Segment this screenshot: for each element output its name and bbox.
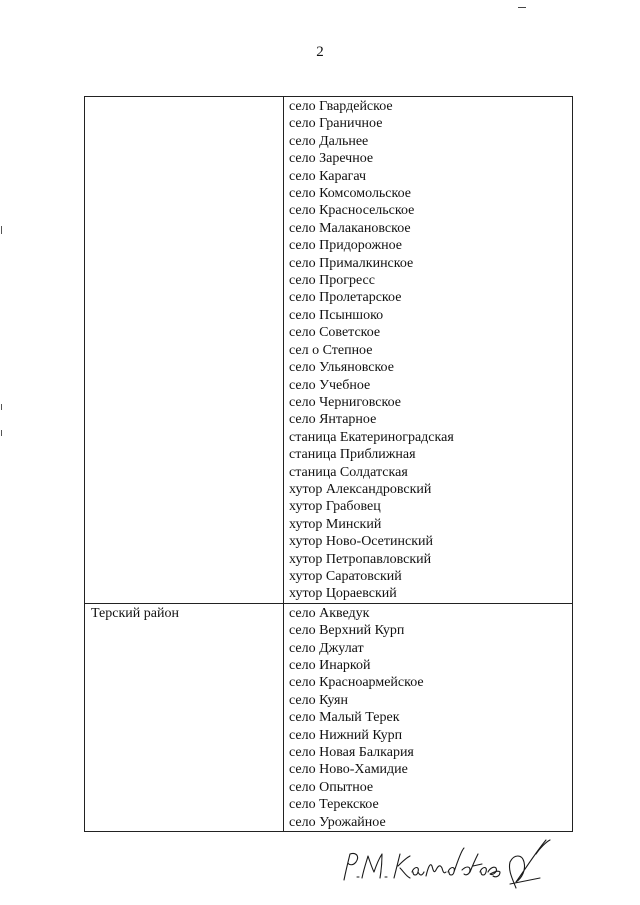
settlement-item: село Джулат	[289, 640, 364, 656]
settlement-item: село Прогресс	[289, 273, 375, 289]
settlement-item: село Карагач	[289, 168, 367, 184]
scan-mark-top	[518, 7, 526, 8]
settlement-item: село Псыншоко	[289, 307, 384, 323]
settlement-item: село Акведук	[289, 605, 370, 621]
settlement-item: село Красноармейское	[289, 675, 424, 691]
settlement-item: село Урожайное	[289, 814, 386, 830]
district-cell	[85, 603, 284, 831]
settlement-item: станица Солдатская	[289, 464, 408, 480]
settlement-cell	[284, 603, 573, 831]
district-name	[85, 97, 283, 98]
settlement-item: село Красносельское	[289, 203, 415, 219]
settlement-item: сел о Степное	[289, 342, 373, 358]
settlement-item: село Инаркой	[289, 658, 371, 673]
settlement-item: село Ново-Хамидие	[289, 762, 408, 778]
settlement-item: село Опытное	[289, 779, 374, 795]
table-row	[85, 603, 573, 831]
table-row	[85, 97, 573, 604]
settlement-item: станица Приближная	[289, 447, 416, 463]
settlement-item: село Заречное	[289, 151, 374, 167]
settlement-item: село Новая Балкария	[289, 745, 414, 761]
settlement-list	[284, 604, 572, 831]
settlement-item: село Верхний Курп	[289, 623, 405, 639]
settlement-item: село Учебное	[289, 377, 371, 393]
settlements-table	[84, 96, 573, 832]
settlement-item: село Дальнее	[289, 133, 369, 149]
settlement-item: село Куян	[289, 692, 348, 708]
settlement-item: село Малакановское	[289, 220, 411, 236]
settlement-item: хутор Александровский	[289, 481, 432, 497]
settlement-item: хутор Минский	[289, 516, 382, 532]
settlement-item: хутор Петропавловский	[289, 551, 432, 567]
settlement-item: село Янтарное	[289, 412, 377, 428]
settlement-item: село Ульяновское	[289, 360, 394, 376]
scan-mark-left	[1, 430, 2, 436]
district-name: Терский район	[91, 605, 179, 621]
settlement-item: село Пролетарское	[289, 290, 402, 306]
settlement-item: село Нижний Курп	[289, 727, 403, 743]
settlement-item: село Граничное	[289, 116, 383, 132]
settlement-item: хутор Ново-Осетинский	[289, 534, 433, 550]
settlement-cell	[284, 97, 573, 604]
handwritten-signature	[340, 832, 560, 892]
settlement-item: станица Екатериноградская	[289, 429, 454, 445]
scan-mark-left	[1, 226, 2, 234]
settlement-item: село Придорожное	[289, 238, 403, 254]
page-number: 2	[316, 44, 324, 60]
settlement-item: село Терекское	[289, 797, 379, 813]
settlement-list	[284, 97, 572, 603]
settlement-item: село Советское	[289, 325, 381, 341]
table-body	[85, 97, 573, 832]
settlement-item: хутор Саратовский	[289, 568, 402, 584]
settlement-item: хутор Грабовец	[289, 499, 381, 515]
settlement-item: хутор Цораевский	[289, 586, 397, 602]
settlement-item: село Гвардейское	[289, 99, 393, 114]
settlement-item: село Черниговское	[289, 394, 401, 410]
scan-mark-left	[1, 404, 2, 410]
settlement-item: село Комсомольское	[289, 186, 412, 202]
district-cell	[85, 97, 284, 604]
settlement-item: село Малый Терек	[289, 710, 400, 726]
settlement-item: село Прималкинское	[289, 255, 414, 271]
